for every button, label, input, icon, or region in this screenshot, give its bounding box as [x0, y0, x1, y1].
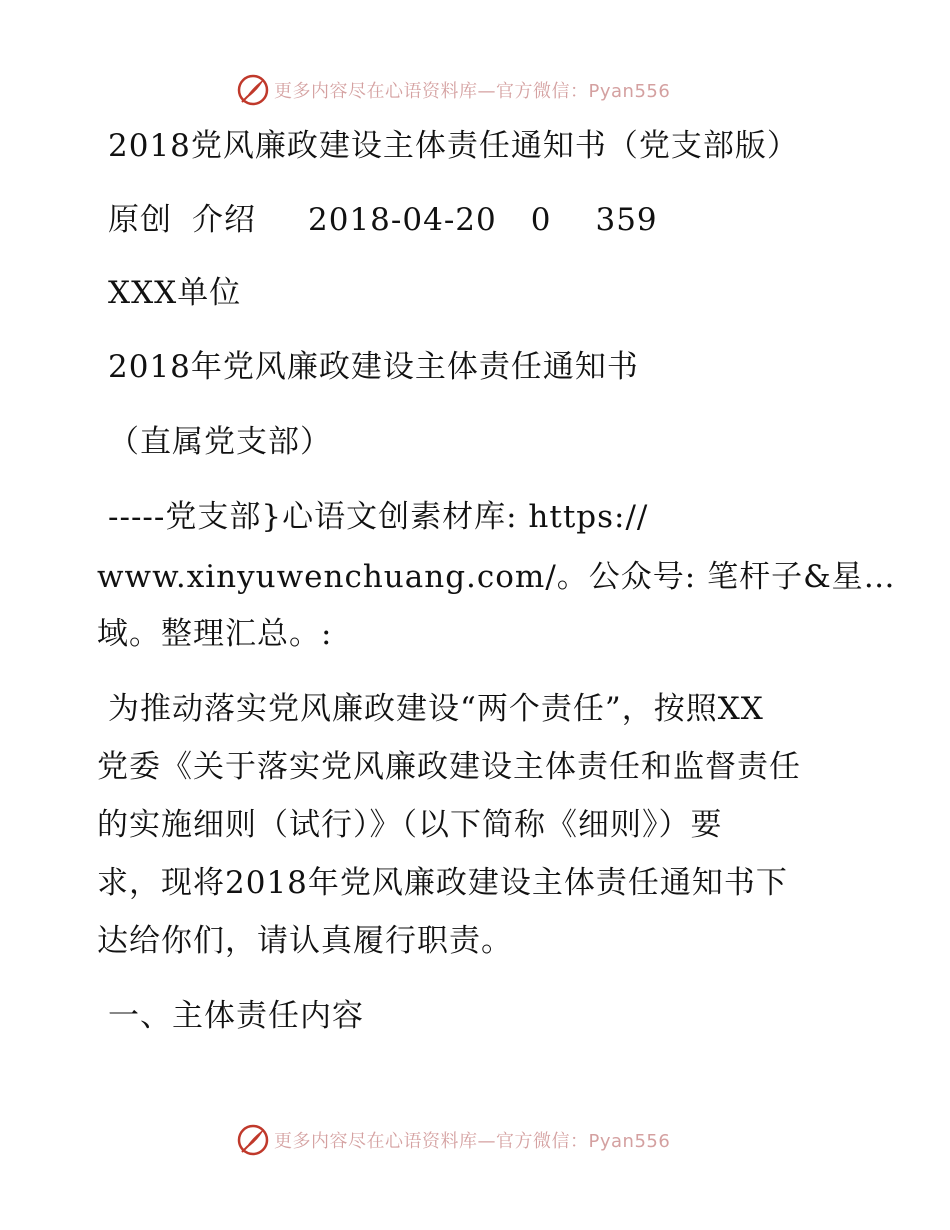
- watermark-text: 更多内容尽在心语资料库—官方微信：Pyan556: [274, 1131, 671, 1152]
- section-heading-1: 一、主体责任内容: [108, 998, 364, 1034]
- meta-category: 介绍: [192, 202, 256, 238]
- document-title: 2018党风廉政建设主体责任通知书（党支部版）: [108, 128, 799, 164]
- document-heading: 2018年党风廉政建设主体责任通知书: [108, 349, 639, 385]
- document-meta: [0, 200, 950, 240]
- body-line: 求，现将2018年党风廉政建设主体责任通知书下: [97, 865, 788, 901]
- document-unit: XXX单位: [108, 275, 242, 311]
- note-line: -----党支部}心语文创素材库: https://: [108, 499, 649, 535]
- note-line: www.xinyuwenchuang.com/。公众号: 笔杆子&星…: [97, 559, 896, 595]
- body-line: 党委《关于落实党风廉政建设主体责任和监督责任: [97, 749, 801, 785]
- watermark-text: 更多内容尽在心语资料库—官方微信：Pyan556: [274, 81, 671, 102]
- meta-type: 原创: [108, 202, 172, 238]
- quill-logo-icon: [236, 73, 270, 107]
- body-line: 的实施细则（试行）》（以下简称《细则》）要: [97, 807, 723, 843]
- watermark-top: [236, 72, 670, 108]
- meta-comments: 0: [530, 202, 552, 238]
- body-line: 达给你们，请认真履行职责。: [97, 923, 513, 959]
- body-line: 为推动落实党风廉政建设“两个责任”，按照XX: [108, 691, 764, 727]
- watermark-bottom: [236, 1122, 670, 1158]
- meta-views: 359: [595, 202, 658, 238]
- meta-date: 2018-04-20: [308, 202, 497, 238]
- document-subheading: （直属党支部）: [108, 424, 332, 460]
- quill-logo-icon: [236, 1123, 270, 1157]
- note-line: 域。整理汇总。:: [97, 616, 333, 652]
